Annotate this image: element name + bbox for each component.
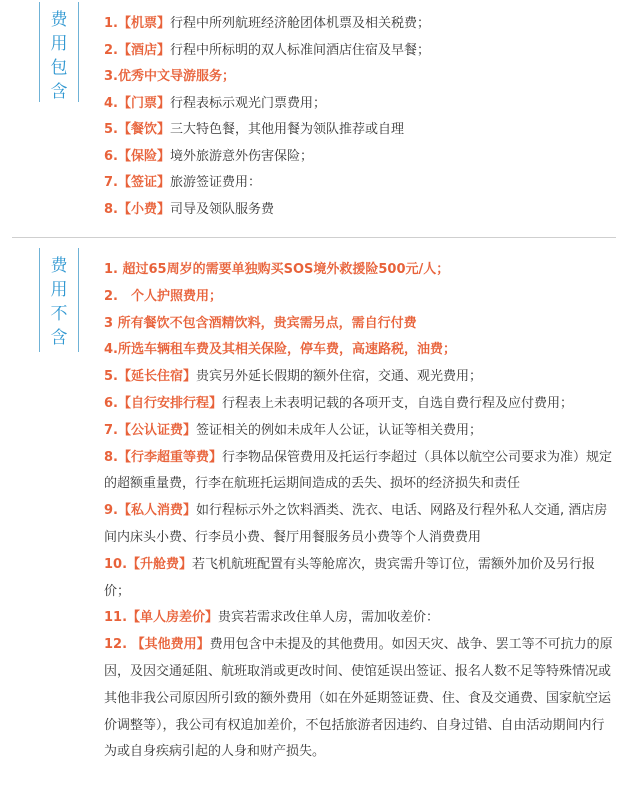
- list-item: [104, 284, 614, 311]
- list-item: [104, 337, 614, 364]
- list-item: [104, 143, 614, 170]
- item-number: 8.: [104, 449, 118, 465]
- list-item: [104, 311, 614, 338]
- item-number: 10.: [104, 556, 128, 572]
- item-text: 如行程标示外之饮料酒类、洗衣、电话、网路及行程外私人交通, 酒店房间内床头小费、行李员小费、餐厅用餐服务员小费等个人消费费用: [104, 503, 608, 545]
- list-item: [104, 90, 614, 117]
- label-char: 费: [50, 10, 68, 30]
- item-tag: 【保险】: [117, 148, 170, 164]
- item-text: 行程中所列航班经济舱团体机票及相关税费；: [170, 16, 431, 31]
- list-item: [104, 552, 614, 606]
- list-item: [104, 632, 614, 766]
- item-text: 行程表标示观光门票费用；: [170, 95, 327, 111]
- section-divider: [12, 237, 616, 238]
- item-tag: 【升舱费】: [127, 556, 193, 572]
- item-tag: 【单人房差价】: [127, 610, 219, 626]
- item-number: 5.: [104, 122, 118, 137]
- item-text: 境外旅游意外伤害保险；: [170, 148, 314, 164]
- item-tag: 【机票】: [117, 16, 170, 31]
- list-item: [104, 196, 614, 223]
- item-number: 11.: [104, 610, 128, 626]
- item-number: 6.: [104, 148, 118, 164]
- label-char: 用: [50, 34, 68, 54]
- item-number: 7.: [104, 422, 118, 438]
- list-item: [104, 605, 614, 632]
- item-number: 4.: [104, 95, 118, 111]
- item-tag: 【酒店】: [117, 42, 170, 58]
- item-tag: 【签证】: [117, 175, 170, 190]
- item-text: 3 所有餐饮不包含酒精饮料，贵宾需另点，需自行付费: [104, 315, 417, 331]
- label-char: 用: [50, 280, 68, 300]
- item-tag: 【其他费用】: [131, 637, 210, 653]
- fee-include-label: [39, 2, 79, 102]
- item-number: 12.: [104, 637, 132, 653]
- item-text: 三大特色餐，其他用餐为领队推荐或自理: [170, 122, 405, 137]
- fee-exclude-section: [0, 240, 629, 807]
- label-char: 含: [50, 328, 68, 348]
- label-char: 包: [50, 58, 68, 78]
- item-number: 6.: [104, 395, 118, 411]
- list-item: [104, 257, 614, 284]
- item-text: 贵宾另外延长假期的额外住宿，交通、观光费用；: [196, 369, 483, 385]
- label-char: 含: [50, 82, 68, 102]
- item-text: 1. 超过65周岁的需要单独购买SOS境外救援险500元/人；: [104, 262, 450, 277]
- fee-include-list: [104, 10, 614, 222]
- item-number: 5.: [104, 369, 118, 385]
- item-tag: 【私人消费】: [117, 503, 196, 519]
- list-item: [104, 10, 614, 37]
- item-tag: 【自行安排行程】: [117, 395, 222, 411]
- list-item: [104, 418, 614, 445]
- list-item: [104, 169, 614, 196]
- list-item: [104, 116, 614, 143]
- list-item: [104, 445, 614, 499]
- list-item: [104, 63, 614, 90]
- item-text: 费用包含中未提及的其他费用。如因天灾、战争、罢工等不可抗力的原因，及因交通延阻、航班取消或更改时间、使馆延误出签证、报名人数不足等特殊情况或其他非我公司原因所引致的额外费用（如在外延期签证费、住、食及交通费、国家航空运价调整等），我公司有权追加差价，不包括旅游者因违约、自身过错、自由活动期间内行为或自身疾病引起的人身和财产损失。: [104, 637, 613, 760]
- list-item: [104, 498, 614, 552]
- item-text: 行程中所标明的双人标准间酒店住宿及早餐；: [170, 42, 431, 58]
- item-text: 若飞机航班配置有头等舱席次，贵宾需升等订位，需额外加价及另行报价；: [104, 556, 596, 599]
- list-item: [104, 37, 614, 64]
- item-number: 2.: [104, 42, 118, 58]
- item-tag: 【餐饮】: [117, 122, 170, 137]
- item-text: 行李物品保管费用及托运行李超过（具体以航空公司要求为准）规定的超额重量费，行李在航班托运期间造成的丢失、损坏的经济损失和责任: [104, 449, 613, 492]
- label-char: 不: [50, 304, 68, 324]
- item-tag: 【门票】: [117, 95, 170, 111]
- item-text: 贵宾若需求改住单人房，需加收差价：: [218, 610, 440, 626]
- item-text: 签证相关的例如未成年人公证，认证等相关费用；: [196, 422, 483, 438]
- item-text: 4.所选车辆租车费及其相关保险，停车费，高速路税，油费；: [104, 342, 456, 358]
- list-item: [104, 391, 614, 418]
- item-tag: 【小费】: [117, 201, 170, 217]
- item-text: 2. 个人护照费用；: [104, 288, 222, 304]
- fee-exclude-label: [39, 248, 79, 352]
- item-tag: 【延长住宿】: [117, 369, 196, 385]
- fee-include-section: [0, 0, 629, 228]
- item-number: 8.: [104, 201, 118, 217]
- item-text: 旅游签证费用：: [170, 175, 262, 190]
- item-number: 9.: [104, 503, 118, 519]
- item-tag: 【行李超重等费】: [117, 449, 222, 465]
- item-number: 1.: [104, 16, 118, 31]
- label-char: 费: [50, 256, 68, 276]
- fee-exclude-list: [104, 257, 614, 766]
- item-text: 行程表上未表明记载的各项开支，自选自费行程及应付费用；: [222, 395, 574, 411]
- item-text: 3.优秀中文导游服务；: [104, 69, 235, 84]
- item-text: 司导及领队服务费: [170, 201, 275, 217]
- item-tag: 【公认证费】: [117, 422, 196, 438]
- item-number: 7.: [104, 175, 118, 190]
- list-item: [104, 364, 614, 391]
